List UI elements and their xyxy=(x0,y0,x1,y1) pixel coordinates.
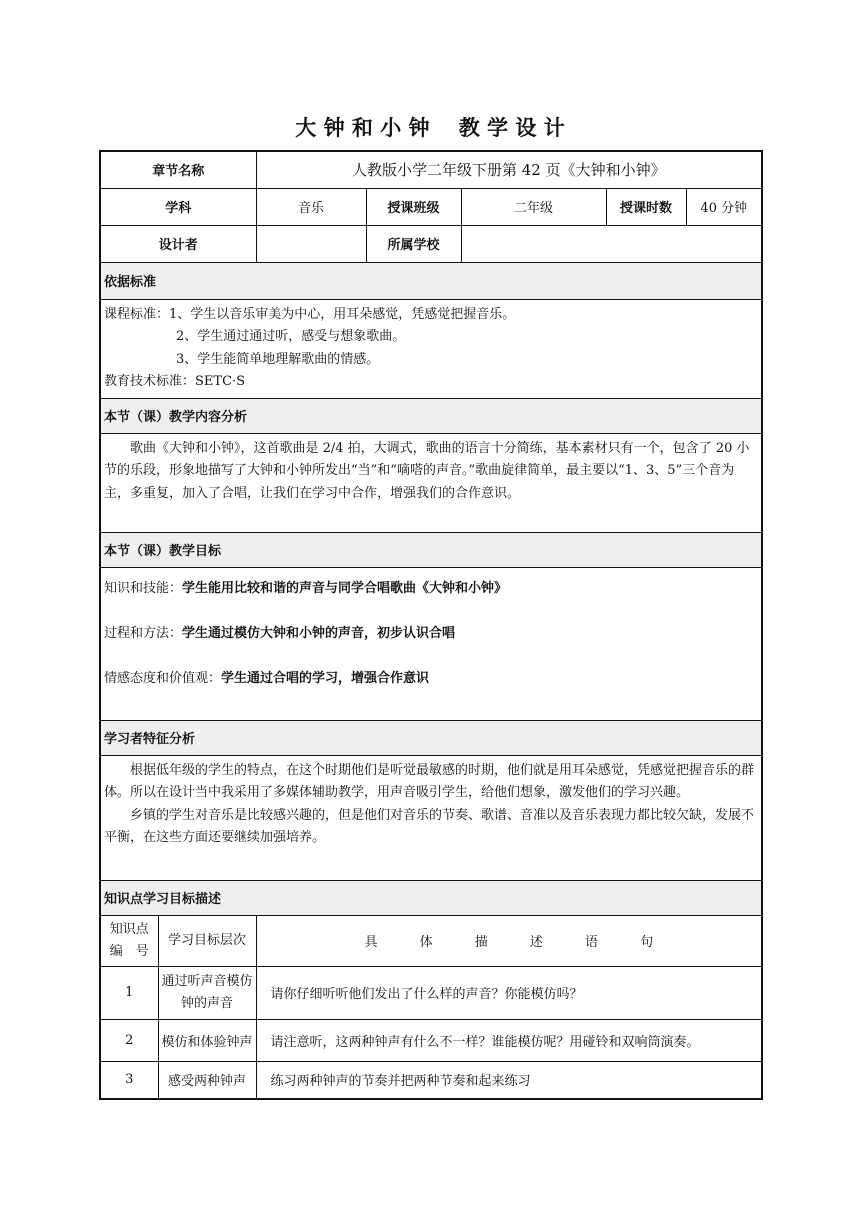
kp-row-desc: 请你仔细听听他们发出了什么样的声音？你能模仿吗？ xyxy=(256,966,762,1019)
kp-header-row xyxy=(100,915,762,966)
kp-row-no: 2 xyxy=(100,1019,158,1061)
emotion-objective-label: 情感态度和价值观： xyxy=(104,670,222,686)
subject-value: 音乐 xyxy=(256,188,366,225)
hours-label: 授课时数 xyxy=(606,188,686,225)
chapter-row xyxy=(100,151,762,188)
kp-row xyxy=(100,966,762,1019)
emotion-objective-value: 学生通过合唱的学习，增强合作意识 xyxy=(221,670,430,686)
chapter-value: 人教版小学二年级下册第 42 页《大钟和小钟》 xyxy=(256,151,762,188)
class-value: 二年级 xyxy=(461,188,606,225)
hours-value: 40 分钟 xyxy=(686,188,762,225)
kp-row xyxy=(100,1061,762,1099)
kp-row-level: 模仿和体验钟声 xyxy=(158,1019,256,1061)
curriculum-standard-1: 课程标准：1、学生以音乐审美为中心，用耳朵感觉，凭感觉把握音乐。 xyxy=(104,306,516,322)
content-body-row xyxy=(100,433,762,532)
learners-paragraph-2: 乡镇的学生对音乐是比较感兴趣的，但是他们对音乐的节奏、歌谱、音准以及音乐表现力都比较欠缺，发展不平衡，在这些方面还要继续加强培养。 xyxy=(104,807,755,845)
learners-heading: 学习者特征分析 xyxy=(100,720,762,755)
kp-col-no: 知识点编 号 xyxy=(100,915,158,966)
tech-standard: 教育技术标准：SETC·S xyxy=(104,374,246,389)
kp-row-desc: 请注意听，这两种钟声有什么不一样？谁能模仿呢？用碰铃和双响筒演奏。 xyxy=(256,1019,762,1061)
knowledge-objective xyxy=(104,578,759,623)
class-label: 授课班级 xyxy=(366,188,461,225)
learners-body xyxy=(100,755,762,880)
emotion-objective xyxy=(104,668,759,713)
process-objective-value: 学生通过模仿大钟和小钟的声音，初步认识合唱 xyxy=(182,625,456,641)
process-objective xyxy=(104,623,759,668)
content-analysis-heading: 本节（课）教学内容分析 xyxy=(100,398,762,433)
knowledge-points-heading: 知识点学习目标描述 xyxy=(100,880,762,915)
kp-row-no: 3 xyxy=(100,1061,158,1099)
learners-heading-row xyxy=(100,720,762,755)
lesson-plan-table xyxy=(99,150,763,1100)
kp-row-level: 感受两种钟声 xyxy=(158,1061,256,1099)
learners-body-row xyxy=(100,755,762,880)
content-analysis-text: 歌曲《大钟和小钟》，这首歌曲是 2/4 拍，大调式，歌曲的语言十分简练，基本素材只有一个，包含了 20 小节的乐段，形象地描写了大钟和小钟所发出“当”和“嘀嗒的声音。”歌曲旋律简单，最主要以“1、3、5”三个音为主，多重复，加入了合唱，让我们在学习中合作，增强我们的合作意识。 xyxy=(104,440,750,501)
kp-col-level: 学习目标层次 xyxy=(158,915,256,966)
chapter-label: 章节名称 xyxy=(100,151,256,188)
content-analysis-body xyxy=(100,433,762,532)
objectives-body xyxy=(100,567,762,720)
kp-heading-row xyxy=(100,880,762,915)
designer-row xyxy=(100,225,762,262)
designer-value xyxy=(256,225,366,262)
kp-row-desc: 练习两种钟声的节奏并把两种节奏和起来练习 xyxy=(256,1061,762,1099)
standards-body xyxy=(100,299,762,398)
page-title: 大 钟 和 小 钟 教 学 设 计 xyxy=(295,116,565,140)
kp-col-desc: 具 体 描 述 语 句 xyxy=(256,915,762,966)
standards-heading-row xyxy=(100,262,762,299)
process-objective-label: 过程和方法： xyxy=(104,625,183,641)
standards-heading: 依据标准 xyxy=(100,262,762,299)
objectives-heading-row xyxy=(100,532,762,567)
kp-row-level: 通过听声音模仿钟的声音 xyxy=(158,966,256,1019)
kp-row-no: 1 xyxy=(100,966,158,1019)
knowledge-objective-value: 学生能用比较和谐的声音与同学合唱歌曲《大钟和小钟》 xyxy=(182,580,508,596)
objectives-heading: 本节（课）教学目标 xyxy=(100,532,762,567)
kp-row xyxy=(100,1019,762,1061)
knowledge-objective-label: 知识和技能： xyxy=(104,580,183,596)
school-value xyxy=(461,225,762,262)
objectives-body-row xyxy=(100,567,762,720)
designer-label: 设计者 xyxy=(100,225,256,262)
learners-paragraph-1: 根据低年级的学生的特点，在这个时期他们是听觉最敏感的时期，他们就是用耳朵感觉，凭感觉把握音乐的群体。所以在设计当中我采用了多媒体辅助教学，用声音吸引学生，给他们想象，激发他们的学习兴趣。 xyxy=(104,762,755,800)
school-label: 所属学校 xyxy=(366,225,461,262)
subject-row xyxy=(100,188,762,225)
curriculum-standard-2: 2、学生通过通过听，感受与想象歌曲。 xyxy=(176,329,406,344)
curriculum-standard-3: 3、学生能简单地理解歌曲的情感。 xyxy=(176,351,380,367)
content-heading-row xyxy=(100,398,762,433)
standards-body-row xyxy=(100,299,762,398)
subject-label: 学科 xyxy=(100,188,256,225)
